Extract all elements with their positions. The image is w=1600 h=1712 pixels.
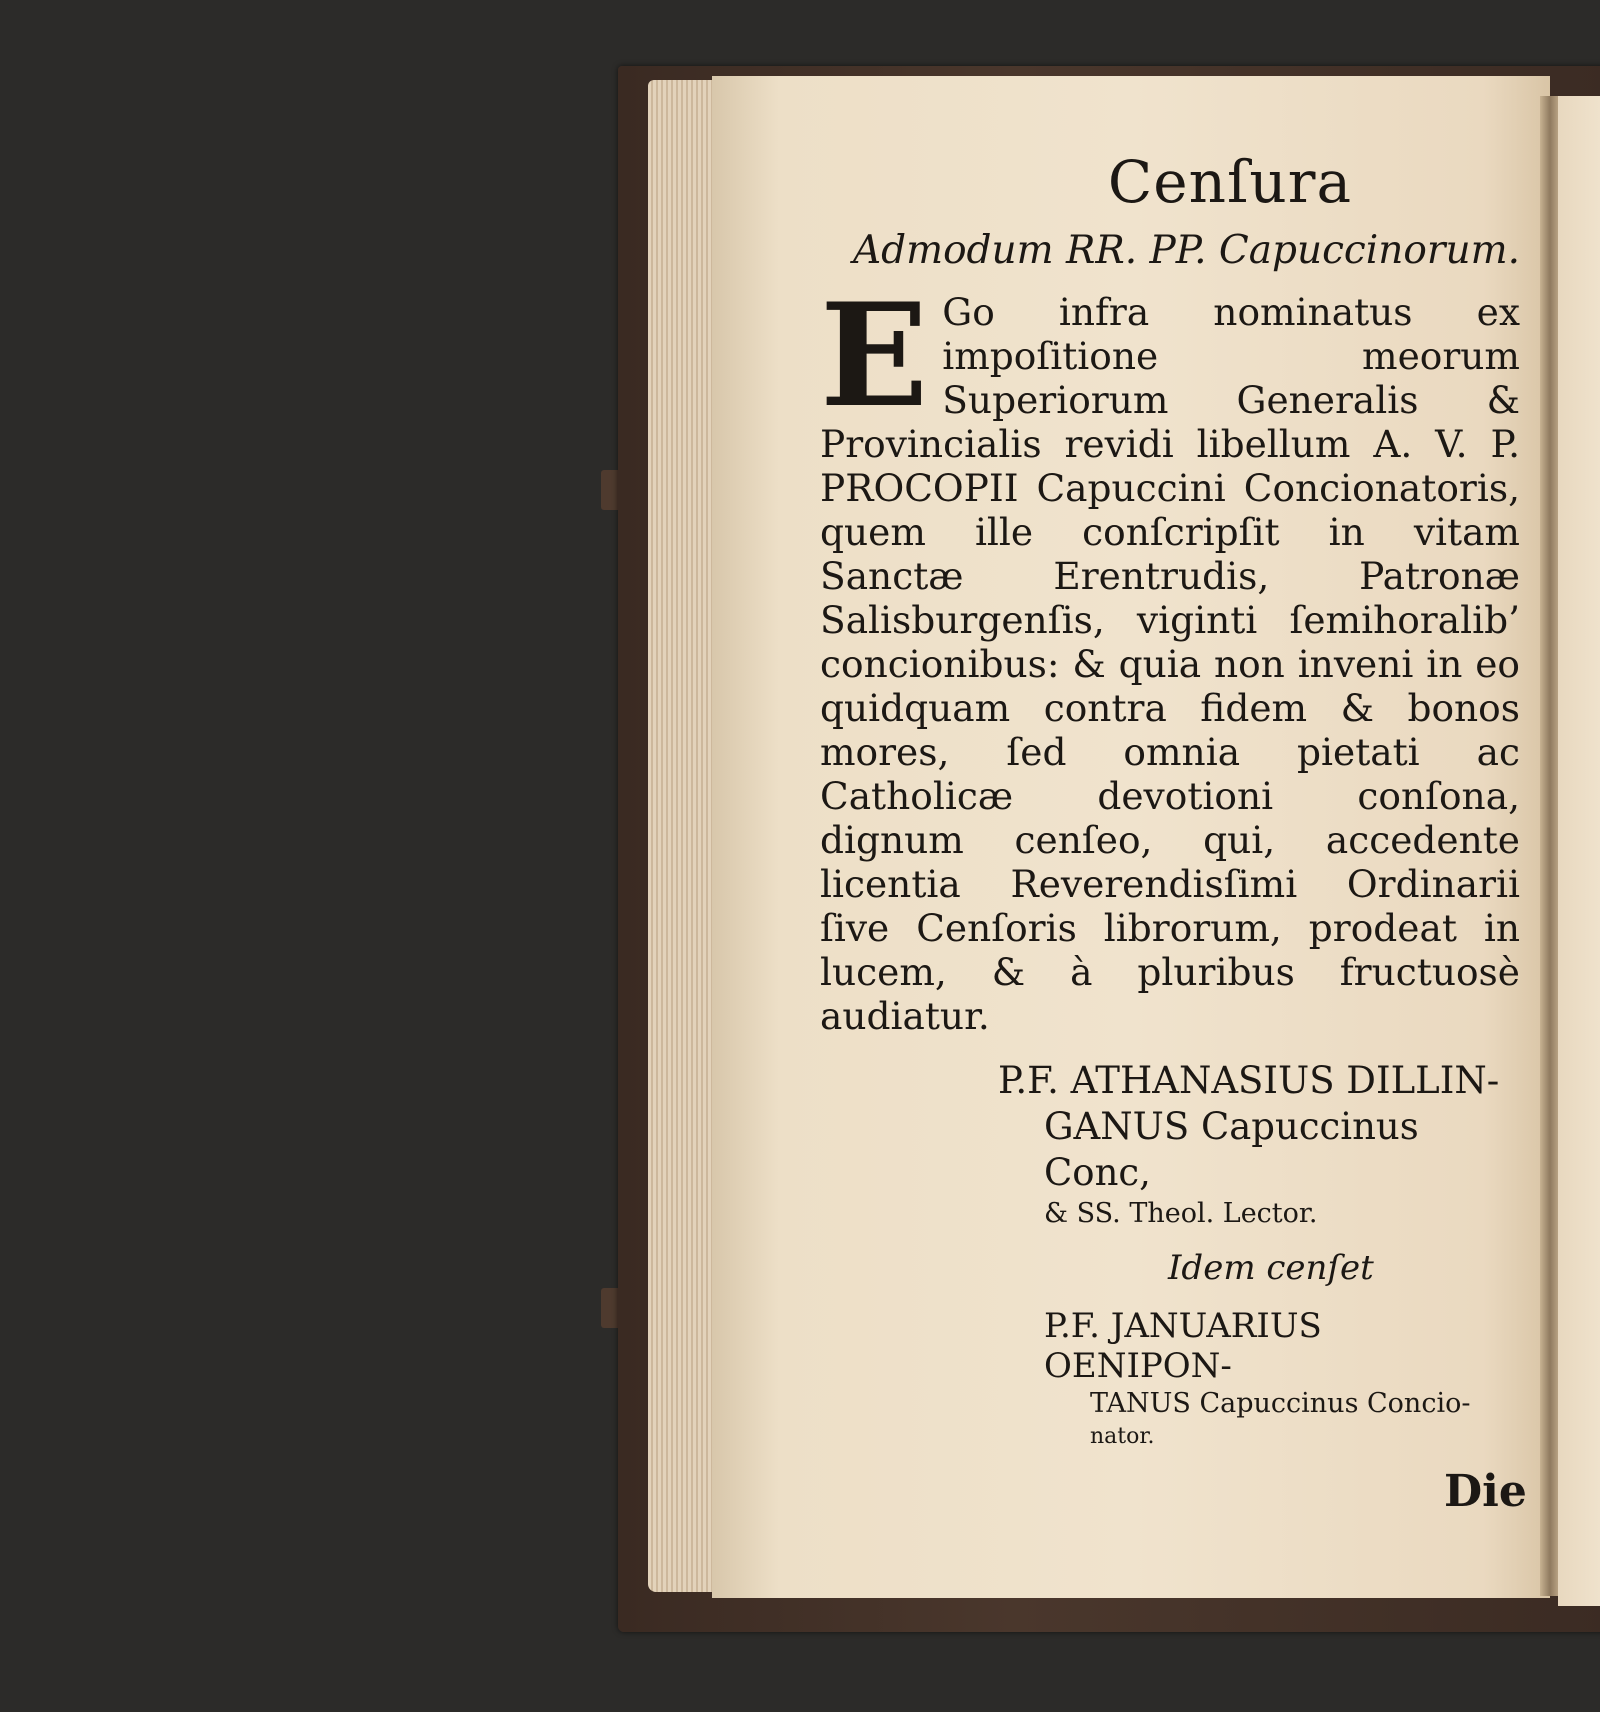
catchword: Die bbox=[1444, 1466, 1527, 1517]
signature-januarius bbox=[1044, 1306, 1520, 1452]
drop-cap: E bbox=[820, 273, 929, 439]
signature-line: GANUS Capuccinus Conc, bbox=[1044, 1105, 1419, 1194]
signature-line: P.F. JANUARIUS OENIPON- bbox=[1044, 1306, 1322, 1386]
censura-body-text: Go infra nominatus ex impoſitione meorum Superiorum Generalis & Provincialis revidi libellum A. V. P. PROCOPII Capuccini Concionatoris, quem ille conſcripſit in vitam Sanctæ Erentrudis, Patronæ Salisburgenſis, viginti ſemihoralib’ concionibus: & quia non inveni in eo quidquam contra fidem & bonos mores, ſed omnia pietati ac Catholicæ devotioni conſona, dignum cenſeo, qui, accedente licentia Reverendisſimi Ordinarii ſive Cenſoris librorum, prodeat in lucem, & à pluribus fructuosè audiatur. bbox=[820, 290, 1520, 1038]
page-edges bbox=[648, 80, 720, 1592]
facing-page-edge bbox=[1558, 96, 1600, 1606]
censura-text-block bbox=[820, 150, 1520, 1038]
censura-body bbox=[820, 273, 1520, 1038]
signature-line: P.F. ATHANASIUS DILLIN- bbox=[998, 1059, 1500, 1102]
signature-athanasius bbox=[998, 1058, 1518, 1232]
signature-line: & SS. Theol. Lector. bbox=[1044, 1198, 1318, 1229]
signature-line: nator. bbox=[1090, 1424, 1155, 1449]
book-gutter bbox=[1540, 96, 1560, 1596]
idem-censet: Idem cenſet bbox=[1168, 1248, 1374, 1288]
page-subtitle: Admodum RR. PP. Capuccinorum. bbox=[852, 228, 1520, 273]
signature-line: TANUS Capuccinus Concio- bbox=[1090, 1388, 1471, 1419]
page-title: Cenſura bbox=[1107, 148, 1353, 216]
